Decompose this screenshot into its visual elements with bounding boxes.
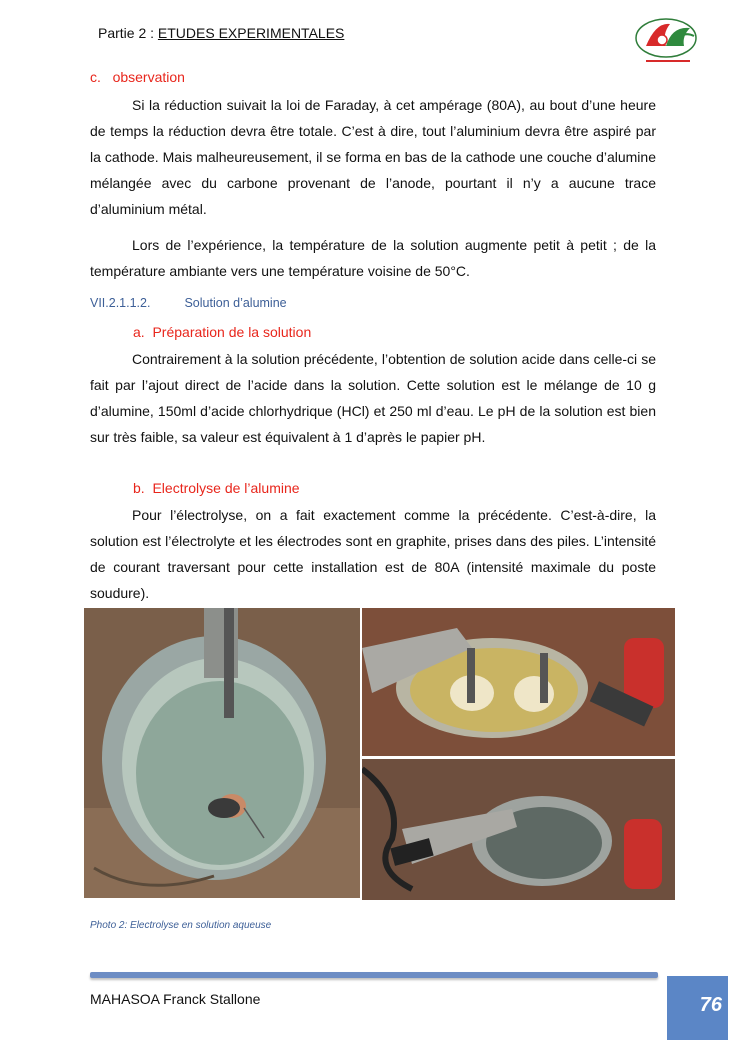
section-b-heading — [133, 480, 300, 496]
section-b-paragraph: Pour l’électrolyse, on a fait exactement comme la précédente. C’est-à-dire, la solution est l’électrolyte et les électrodes sont en graphite, prises dans des piles. L’intensité de courant traversant pour cette installation est de 80A (intensité maximale du poste soudure). — [90, 507, 656, 601]
photo-electrodes-top-right — [362, 608, 675, 756]
photo-caption: Photo 2: Electrolyse en solution aqueuse — [90, 920, 272, 931]
photo-clamps-bottom-right — [362, 759, 675, 900]
section-c-title: observation — [112, 69, 185, 85]
section-c-paragraph-2: Lors de l’expérience, la température de la solution augmente petit à petit ; de la température ambiante vers une température voisine de 50°C. — [90, 237, 656, 279]
footer-divider — [90, 972, 658, 978]
header-prefix: Partie 2 : — [98, 25, 158, 41]
subheading-number: VII.2.1.1.2. — [90, 296, 151, 310]
page-number-box — [667, 976, 728, 1040]
section-c-paragraph-1: Si la réduction suivait la loi de Faraday, à cet ampérage (80A), au bout d’une heure de temps la réduction devra être totale. C’est à dire, tout l’aluminium devra être aspiré par la cathode. Mais malheureusement, il se forma en bas de la cathode une couche d’alumine mélangée avec du carbone provenant de l’anode, pourtant il n’y a aucune trace d’aluminium métal. — [90, 97, 656, 217]
photo-electrolysis-container-left — [84, 608, 360, 898]
section-b-label: b. — [133, 480, 145, 496]
section-b-title: Electrolyse de l’alumine — [152, 480, 300, 496]
page-number: 76 — [699, 994, 722, 1016]
header-title: ETUDES EXPERIMENTALES — [157, 25, 345, 41]
section-a-title: Préparation de la solution — [152, 324, 312, 340]
section-a-label: a. — [133, 324, 145, 340]
section-c-label: c. — [90, 69, 101, 85]
page-header — [98, 25, 344, 41]
section-c-heading — [90, 69, 185, 85]
subheading-title: Solution d’alumine — [184, 296, 287, 310]
subheading — [90, 296, 287, 310]
footer-author: MAHASOA Franck Stallone — [90, 991, 261, 1007]
section-a-paragraph: Contrairement à la solution précédente, l’obtention de solution acide dans celle-ci se fait par l’ajout direct de l’acide dans la solution. Cette solution est le mélange de 10 g d’alumine, 150ml d’acide chlorhydrique (HCl) et 250 ml d’eau. Le pH de la solution est bien sur très faible, sa valeur est équivalent à 1 d’après le papier pH. — [90, 351, 656, 445]
section-a-heading — [133, 324, 311, 340]
institution-logo — [632, 16, 704, 66]
